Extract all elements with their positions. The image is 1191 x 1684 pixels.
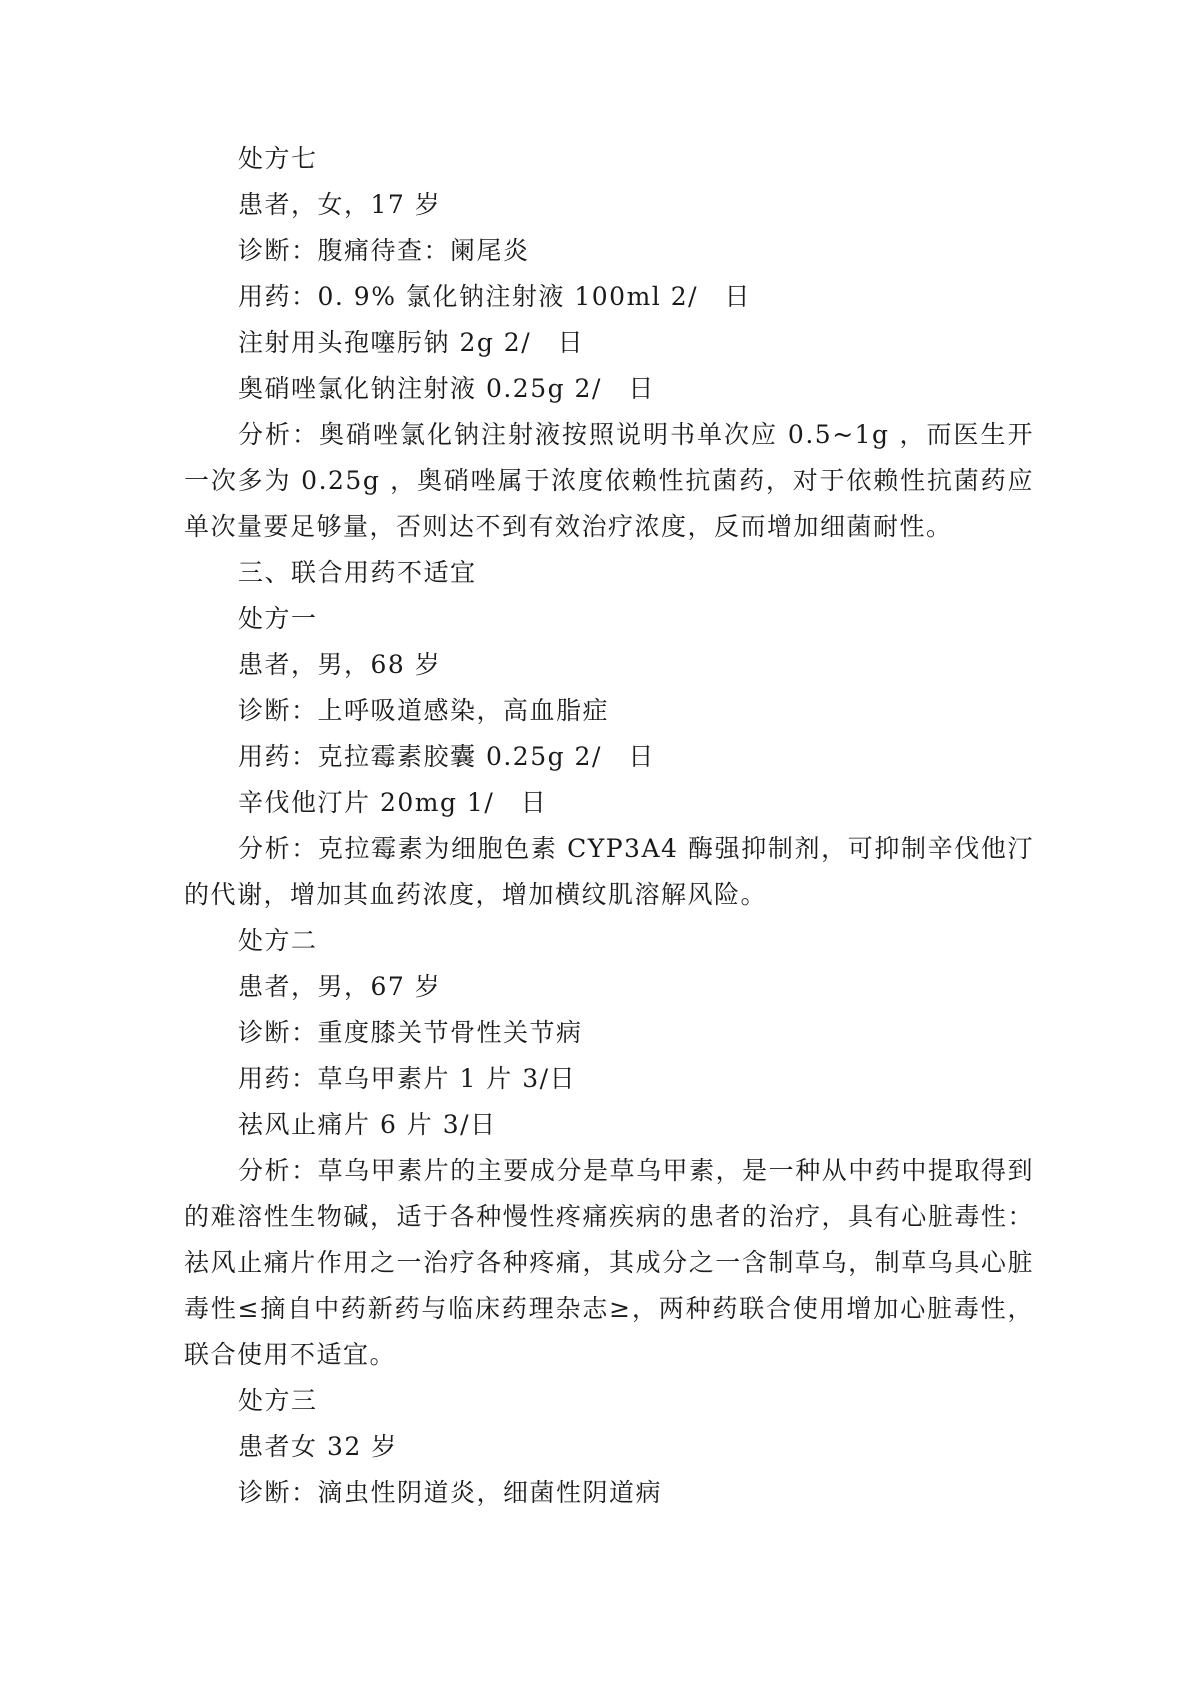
document-body xyxy=(184,136,1034,1516)
patient-info: 患者女 32 岁 xyxy=(238,1432,398,1461)
medication: 用药：0. 9% 氯化钠注射液 100ml 2/ 日 xyxy=(238,282,752,311)
prescription-heading: 处方一 xyxy=(238,604,318,633)
analysis-paragraph: 分析：草乌甲素片的主要成分是草乌甲素，是一种从中药中提取得到的难溶性生物碱，适于各种慢性疼痛疾病的患者的治疗，具有心脏毒性：祛风止痛片作用之一治疗各种疼痛，其成分之一含制草乌，制草乌具心脏毒性≤摘自中药新药与临床药理杂志≥，两种药联合使用增加心脏毒性，联合使用不适宜。 xyxy=(184,1156,1034,1369)
prescription-heading: 处方三 xyxy=(238,1386,318,1415)
patient-info: 患者，男，67 岁 xyxy=(238,972,442,1001)
medication: 注射用头孢噻肟钠 2g 2/ 日 xyxy=(238,328,585,357)
analysis-paragraph: 分析：奥硝唑氯化钠注射液按照说明书单次应 0.5~1g ，而医生开一次多为 0.25g ，奥硝唑属于浓度依赖性抗菌药，对于依赖性抗菌药应单次量要足够量，否则达不到有效治疗浓度，反而增加细菌耐性。 xyxy=(184,420,1034,541)
diagnosis: 诊断：腹痛待查：阑尾炎 xyxy=(238,236,530,265)
medication: 用药：克拉霉素胶囊 0.25g 2/ 日 xyxy=(238,742,655,771)
diagnosis: 诊断：上呼吸道感染，高血脂症 xyxy=(238,696,610,725)
prescription-heading: 处方七 xyxy=(238,144,318,173)
patient-info: 患者，女，17 岁 xyxy=(238,190,442,219)
prescription-heading: 处方二 xyxy=(238,926,318,955)
patient-info: 患者，男，68 岁 xyxy=(238,650,442,679)
medication: 奥硝唑氯化钠注射液 0.25g 2/ 日 xyxy=(238,374,655,403)
analysis-paragraph: 分析：克拉霉素为细胞色素 CYP3A4 酶强抑制剂，可抑制辛伐他汀的代谢，增加其血药浓度，增加横纹肌溶解风险。 xyxy=(184,834,1034,909)
section-heading: 三、联合用药不适宜 xyxy=(238,558,477,587)
medication: 用药：草乌甲素片 1 片 3/日 xyxy=(238,1064,577,1093)
medication: 辛伐他汀片 20mg 1/ 日 xyxy=(238,788,548,817)
diagnosis: 诊断：滴虫性阴道炎，细菌性阴道病 xyxy=(238,1478,663,1507)
diagnosis: 诊断：重度膝关节骨性关节病 xyxy=(238,1018,583,1047)
medication: 祛风止痛片 6 片 3/日 xyxy=(238,1110,497,1139)
